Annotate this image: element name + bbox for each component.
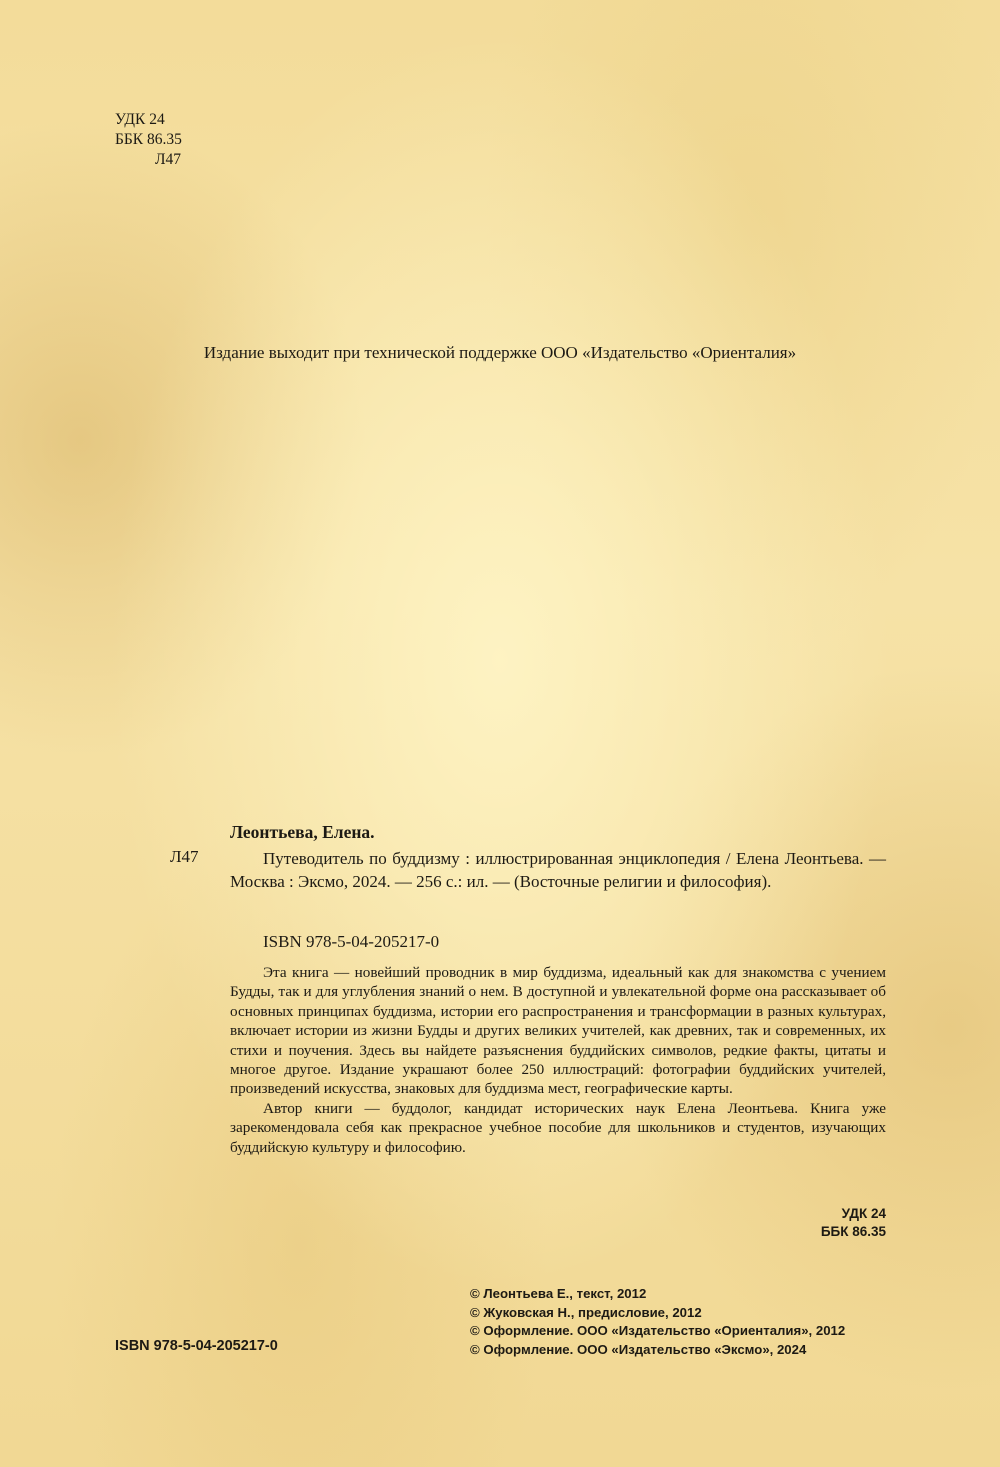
- bbk-code-bottom: ББК 86.35: [820, 1224, 886, 1239]
- abstract: [230, 963, 886, 1157]
- isbn-bottom: ISBN 978-5-04-205217-0: [115, 1338, 278, 1354]
- bottom-classification: [821, 1205, 886, 1241]
- bbk-code: ББК 86.35: [115, 131, 182, 148]
- isbn-record: ISBN 978-5-04-205217-0: [263, 932, 440, 951]
- abstract-paragraph: Эта книга — новейший проводник в мир буддизма, идеальный как для знакомства с учением Будды, так и для углубления знаний о нем. В доступной и увлекательной форме она рассказывает об основных принципах буддизма, истории его распространения и трансформации в разных культурах, включает истории из жизни Будды и других великих учителей, как древних, так и современных, их стихи и поучения. Здесь вы найдете разъяснения буддийских символов, редкие факты, цитаты и многое другое. Издание украшают более 250 иллюстраций: фотографии буддийских учителей, произведений искусства, знаковых для буддизма мест, географические карты.: [230, 964, 886, 1098]
- classification-block: [115, 110, 182, 170]
- copyright-line: © Жуковская Н., предисловие, 2012: [470, 1304, 702, 1320]
- author-sign: Л47: [155, 151, 182, 168]
- copyright-line: © Оформление. ООО «Издательство «Эксмо», 2024: [470, 1341, 807, 1357]
- udk-code-bottom: УДК 24: [841, 1206, 886, 1221]
- author-heading: Леонтьева, Елена.: [230, 822, 375, 842]
- bibliographic-description: Путеводитель по буддизму : иллюстрированная энциклопедия / Елена Леонтьева. — Москва : Эксмо, 2024. — 256 с.: ил. — (Восточные религии и философия).: [230, 849, 886, 891]
- support-note: Издание выходит при технической поддержке ООО «Издательство «Ориенталия»: [203, 343, 797, 362]
- abstract-paragraph: Автор книги — буддолог, кандидат исторических наук Елена Леонтьева. Книга уже зарекомендовала себя как прекрасное учебное пособие для школьников и студентов, изучающих буддийскую культуру и философию.: [230, 1099, 886, 1156]
- author-sign-side: Л47: [170, 847, 199, 866]
- udk-code: УДК 24: [115, 111, 165, 128]
- copyright-line: © Леонтьева Е., текст, 2012: [470, 1286, 647, 1301]
- copyright-block: [470, 1285, 845, 1359]
- copyright-line: © Оформление. ООО «Издательство «Ориенталия», 2012: [470, 1323, 846, 1338]
